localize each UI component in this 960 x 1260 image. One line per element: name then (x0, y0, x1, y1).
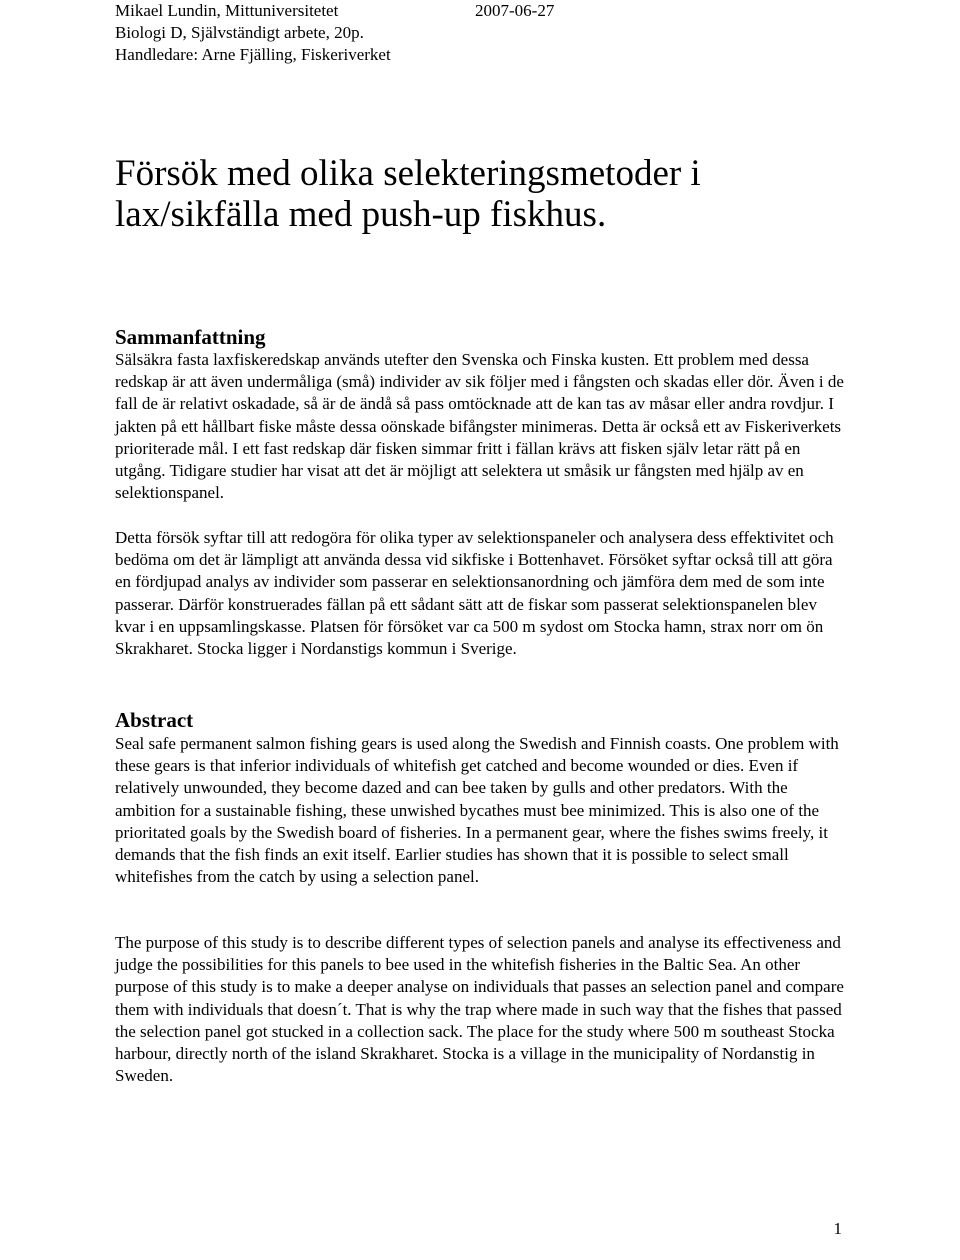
abstract-heading: Abstract (115, 708, 194, 732)
sammanfattning-heading: Sammanfattning (115, 325, 266, 349)
sammanfattning-paragraph-1: Sälsäkra fasta laxfiskeredskap används utefter den Svenska och Finska kusten. Ett problem med dessa redskap är att även undermåliga (små) individer av sik följer med i fångsten och skadas eller dör. Även i de fall de är relativt oskadade, så är de ändå så pass omtöcknade att de kan tas av måsar eller andra rovdjur. I jakten på ett hållbart fiske måste dessa oönskade bifångster minimeras. Detta är också ett av Fiskeriverkets prioriterade mål. I ett fast redskap där fisken simmar fritt i fällan krävs att fisken själv letar rätt på en utgång. Tidigare studier har visat att det är möjligt att selektera ut småsik ur fångsten med hjälp av en selektionspanel. (115, 350, 844, 503)
header-line-1 (115, 0, 815, 22)
author-affiliation: Mikael Lundin, Mittuniversitetet (115, 1, 339, 20)
abstract-paragraph-1: Seal safe permanent salmon fishing gears is used along the Swedish and Finnish coasts. One problem with these gears is that inferior individuals of whitefish get catched and become wounded or dies. Even if relatively unwounded, they become dazed and can bee taken by gulls and other predators. With the ambition for a sustainable fishing, these unwished bycathes must bee minimized. This is also one of the prioritated goals by the Swedish board of fisheries. In a permanent gear, where the fishes swims freely, it demands that the fish finds an exit itself. Earlier studies has shown that it is possible to select small whitefishes from the catch by using a selection panel. (115, 734, 839, 887)
page-number: 1 (833, 1219, 842, 1238)
sammanfattning-paragraph-2: Detta försök syftar till att redogöra för olika typer av selektionspaneler och analysera dess effektivitet och bedöma om det är lämpligt att använda dessa vid sikfiske i Bottenhavet. Försöket syftar också till att göra en fördjupad analys av individer som passerar en selektionsanordning och jämföra dem med de som inte passerar. Därför konstruerades fällan på ett sådant sätt att de fiskar som passerat selektionspanelen blev kvar i en uppsamlingskasse. Platsen för försöket var ca 500 m sydost om Stocka hamn, strax norr om ön Skrakharet. Stocka ligger i Nordanstigs kommun i Sverige. (115, 528, 834, 659)
abstract-paragraph-2: The purpose of this study is to describe different types of selection panels and analyse its effectiveness and judge the possibilities for this panels to bee used in the whitefish fisheries in the Baltic Sea. An other purpose of this study is to make a deeper analyse on individuals that passes an selection panel and compare them with individuals that doesn´t. That is why the trap where made in such way that the fishes that passed the selection panel got stucked in a collection sack. The place for the study where 500 m southeast Stocka harbour, directly north of the island Skrakharet. Stocka is a village in the municipality of Nordanstig in Sweden. (115, 933, 844, 1086)
course-info: Biologi D, Självständigt arbete, 20p. (115, 23, 364, 42)
document-header (115, 0, 815, 66)
title-line-1: Försök med olika selekteringsmetoder i (115, 153, 701, 194)
supervisor-info: Handledare: Arne Fjälling, Fiskeriverket (115, 45, 391, 64)
document-date: 2007-06-27 (475, 1, 555, 20)
document-title (115, 153, 855, 235)
title-line-2: lax/sikfälla med push-up fiskhus. (115, 194, 607, 235)
